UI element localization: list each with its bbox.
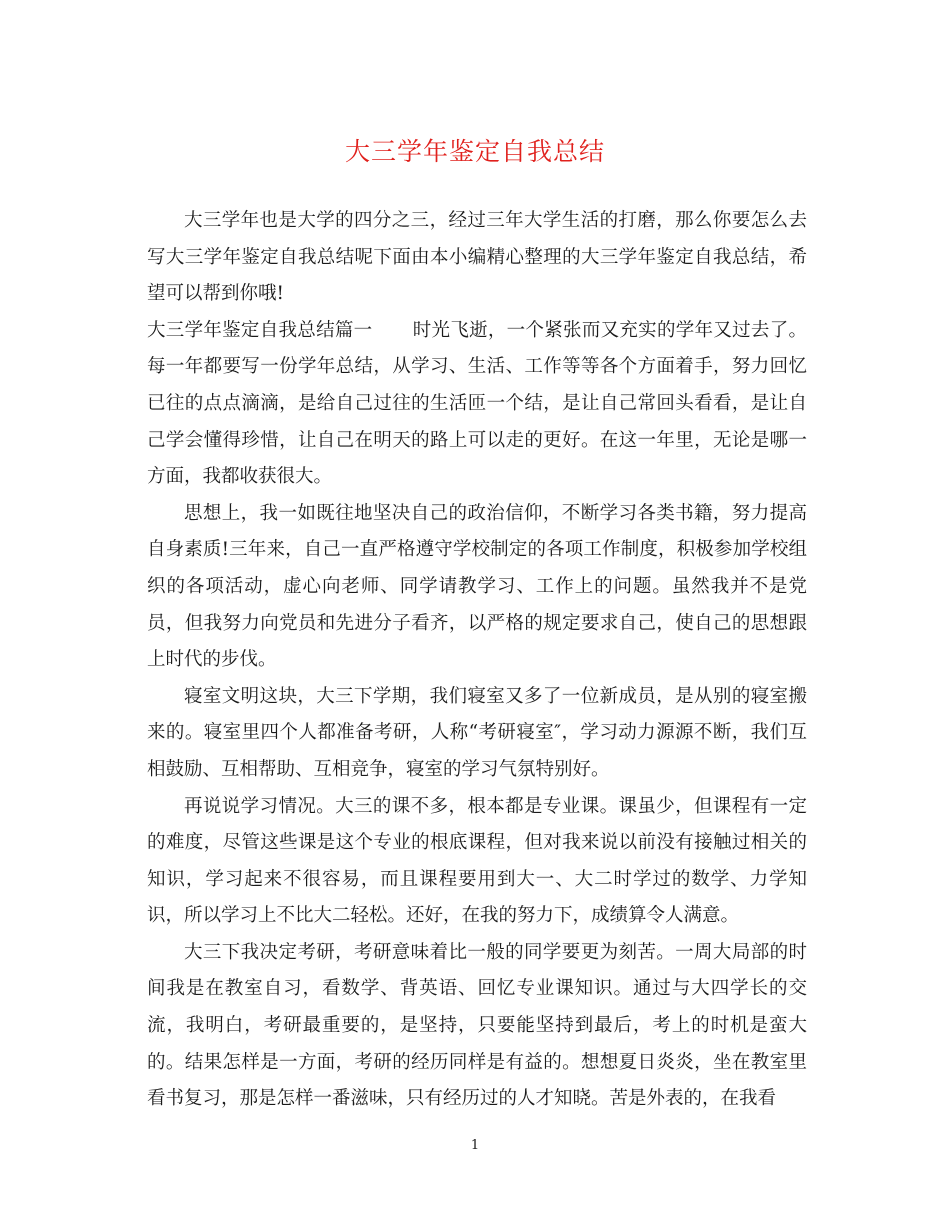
body-paragraph-dorm: 寝室文明这块，大三下学期，我们寝室又多了一位新成员，是从别的寝室搬来的。寝室里四个人都准备考研，人称“考研寝室″，学习动力源源不断，我们互相鼓励、互相帮助、互相竞争，寝室的学习气氛特别好。	[147, 685, 807, 780]
document-body	[147, 203, 807, 1118]
page-number: 1	[470, 1138, 480, 1153]
document-title: 大三学年鉴定自我总结	[344, 137, 605, 166]
section-first-paragraph	[147, 313, 807, 496]
section-heading: 大三学年鉴定自我总结篇一	[147, 319, 373, 341]
intro-paragraph: 大三学年也是大学的四分之三，经过三年大学生活的打磨，那么你要怎么去写大三学年鉴定自我总结呢下面由本小编精心整理的大三学年鉴定自我总结，希望可以帮到你哦!	[147, 210, 807, 305]
body-paragraph-exam: 大三下我决定考研，考研意味着比一般的同学要更为刻苦。一周大局部的时间我是在教室自习，看数学、背英语、回忆专业课知识。通过与大四学长的交流，我明白，考研最重要的，是坚持，只要能坚持到最后，考上的时机是蛮大的。结果怎样是一方面，考研的经历同样是有益的。想想夏日炎炎，坐在教室里看书复习，那是怎样一番滋味，只有经历过的人才知晓。苦是外表的，在我看	[147, 941, 807, 1110]
body-paragraph-study: 再说说学习情况。大三的课不多，根本都是专业课。课虽少，但课程有一定的难度，尽管这些课是这个专业的根底课程，但对我来说以前没有接触过相关的知识，学习起来不很容易，而且课程要用到大一、大二时学过的数学、力学知识，所以学习上不比大二轻松。还好，在我的努力下，成绩算令人满意。	[147, 795, 807, 927]
section-first-paragraph-text: 时光飞逝，一个紧张而又充实的学年又过去了。每一年都要写一份学年总结，从学习、生活、工作等等各个方面着手，努力回忆已往的点点滴滴，是给自己过往的生活匝一个结，是让自己常回头看看，是让自己学会懂得珍惜，让自己在明天的路上可以走的更好。在这一年里，无论是哪一方面，我都收获很大。	[147, 319, 807, 488]
body-paragraph-thought: 思想上，我一如既往地坚决自己的政治信仰，不断学习各类书籍，努力提高自身素质!三年来，自己一直严格遵守学校制定的各项工作制度，积极参加学校组织的各项活动，虚心向老师、同学请教学习、工作上的问题。虽然我并不是党员，但我努力向党员和先进分子看齐，以严格的规定要求自己，使自己的思想跟上时代的步伐。	[147, 502, 808, 671]
